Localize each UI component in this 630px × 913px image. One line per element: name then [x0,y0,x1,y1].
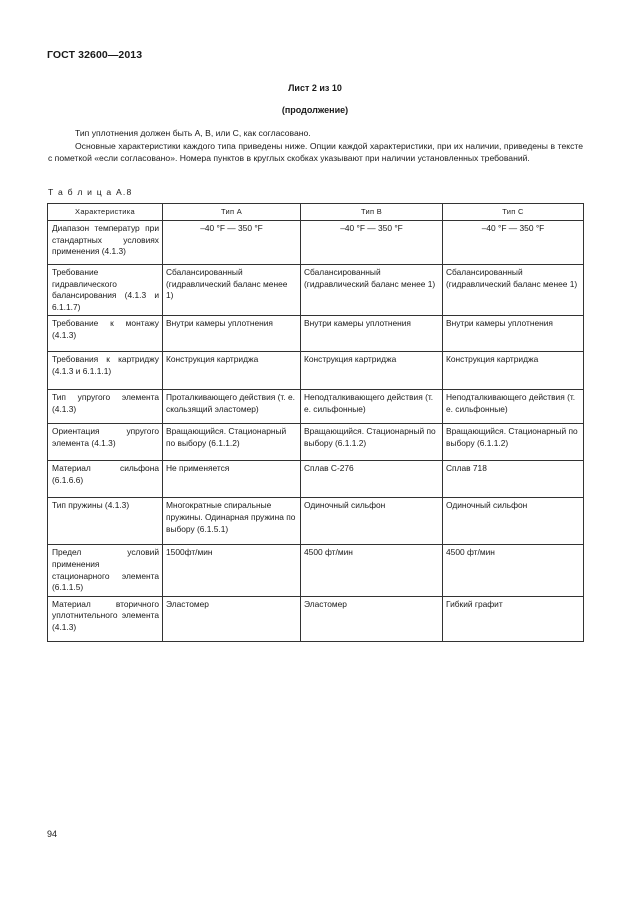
table-row [48,316,584,352]
table-cell: Внутри камеры уплотнения [163,316,301,352]
table-cell: Внутри камеры уплотнения [443,316,584,352]
column-header: Тип А [163,204,301,221]
table-cell: Гибкий графит [443,596,584,641]
paragraph-characteristics: Основные характеристики каждого типа приведены ниже. Опции каждой характеристики, при их наличии, приведены в тексте с пометкой «если согласовано». Номера пунктов в круглых скобках указывают при наличии установленных требований. [48,140,583,163]
table-cell: Требование гидравлического балансирования (4.1.3 и 6.1.1.7) [48,265,163,316]
table-cell: Предел условий применения стационарного элемента (6.1.1.5) [48,545,163,596]
table-header-row [48,204,584,221]
table-cell: Эластомер [301,596,443,641]
table-cell: Сплав 718 [443,461,584,498]
table-cell: Конструкция картриджа [163,352,301,390]
table-row [48,390,584,424]
document-header: ГОСТ 32600—2013 [47,49,143,61]
table-cell: Вращающийся. Стационарный по выбору (6.1.1.2) [301,424,443,461]
table-cell: Материал сильфона (6.1.6.6) [48,461,163,498]
table-cell: –40 °F — 350 °F [301,221,443,265]
table-cell: Тип пружины (4.1.3) [48,498,163,545]
table-cell: Не применяется [163,461,301,498]
paragraph-seal-type: Тип уплотнения должен быть А, В, или С, как согласовано. [75,128,311,138]
table-cell: Сплав С-276 [301,461,443,498]
table-row [48,545,584,596]
table-cell: –40 °F — 350 °F [163,221,301,265]
table-cell: Одиночный сильфон [301,498,443,545]
table-cell: –40 °F — 350 °F [443,221,584,265]
characteristics-table [47,203,584,642]
table-row [48,221,584,265]
table-caption: Т а б л и ц а А.8 [48,187,133,197]
table-cell: 4500 фт/мин [301,545,443,596]
table-cell: Требование к монтажу (4.1.3) [48,316,163,352]
table-cell: 1500фт/мин [163,545,301,596]
table-cell: Многократные спиральные пружины. Одинарная пружина по выбору (6.1.5.1) [163,498,301,545]
table-cell: Диапазон температур при стандартных условиях применения (4.1.3) [48,221,163,265]
table-cell: Эластомер [163,596,301,641]
table-cell: Сбалансированный (гидравлический баланс менее 1) [443,265,584,316]
table-row [48,265,584,316]
column-header: Характеристика [48,204,163,221]
table-row [48,461,584,498]
table-cell: Неподталкивающего действия (т. е. сильфонные) [443,390,584,424]
table-cell: Проталкивающего действия (т. е. скользящий эластомер) [163,390,301,424]
table-cell: Вращающийся. Стационарный по выбору (6.1.1.2) [443,424,584,461]
table-cell: Тип упругого элемента (4.1.3) [48,390,163,424]
continuation-label: (продолжение) [281,105,349,115]
table-cell: Конструкция картриджа [301,352,443,390]
table-row [48,596,584,641]
table-row [48,424,584,461]
table-cell: Ориентация упругого элемента (4.1.3) [48,424,163,461]
table-cell: Сбалансированный (гидравлический баланс менее 1) [163,265,301,316]
table-cell: Неподталкивающего действия (т. е. сильфонные) [301,390,443,424]
table-cell: Внутри камеры уплотнения [301,316,443,352]
table-cell: Конструкция картриджа [443,352,584,390]
table-cell: Требования к картриджу (4.1.3 и 6.1.1.1) [48,352,163,390]
table-cell: Материал вторичного уплотнительного элемента (4.1.3) [48,596,163,641]
sheet-title: Лист 2 из 10 [288,83,342,93]
table-cell: Одиночный сильфон [443,498,584,545]
table-cell: Вращающийся. Стационарный по выбору (6.1.1.2) [163,424,301,461]
column-header: Тип В [301,204,443,221]
table-row [48,352,584,390]
table-cell: Сбалансированный (гидравлический баланс менее 1) [301,265,443,316]
table-cell: 4500 фт/мин [443,545,584,596]
column-header: Тип С [443,204,584,221]
table-row [48,498,584,545]
page-number: 94 [47,829,58,839]
